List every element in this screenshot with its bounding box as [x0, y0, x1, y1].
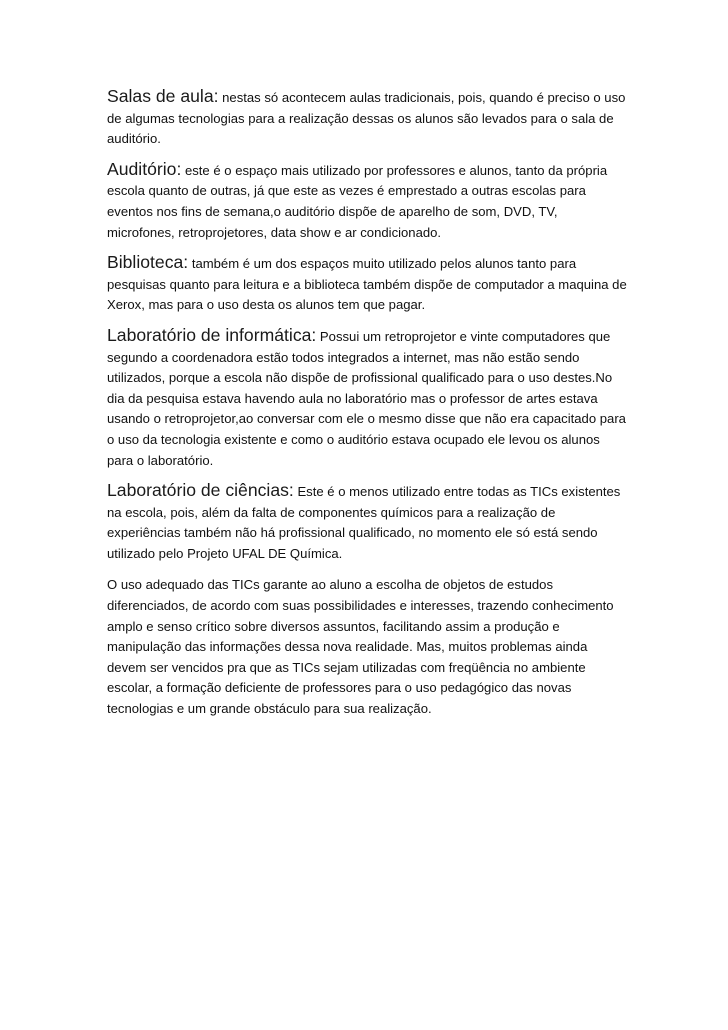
section-heading: Laboratório de informática:: [107, 324, 317, 345]
section-text: Este é o menos utilizado entre todas as TICs existentes na escola, pois, além da falta de componentes químicos para a realização de experiências também não há profissional qualificado, no momento ele só está sendo utilizado pelo Projeto UFAL DE Química.: [107, 484, 621, 561]
section-text: também é um dos espaços muito utilizado pelos alunos tanto para pesquisas quanto para leitura e a biblioteca também dispõe de computador a maquina de Xerox, mas para o uso desta os alunos tem que pagar.: [107, 256, 627, 313]
section-heading: Laboratório de ciências:: [107, 480, 294, 501]
section-laboratorio-ciencias: [107, 480, 628, 564]
section-heading: Salas de aula:: [107, 86, 219, 106]
section-auditorio: [107, 159, 628, 243]
section-text: este é o espaço mais utilizado por professores e alunos, tanto da própria escola quanto de outras, já que este as vezes é emprestado a outras escolas para eventos nos fins de semana,o auditório dispõe de aparelho de som, DVD, TV, microfones, retroprojetores, data show e ar condicionado.: [107, 162, 608, 240]
section-biblioteca: [107, 252, 628, 316]
section-laboratorio-informatica: [107, 325, 628, 471]
section-salas-de-aula: [107, 86, 628, 150]
section-heading: Biblioteca:: [107, 252, 189, 273]
section-text: nestas só acontecem aulas tradicionais, pois, quando é preciso o uso de algumas tecnologias para a realização dessas os alunos são levados para o sala de auditório.: [107, 90, 626, 147]
conclusion-paragraph: O uso adequado das TICs garante ao aluno a escolha de objetos de estudos diferenciados, de acordo com suas possibilidades e interesses, trazendo conhecimento amplo e senso crítico sobre diversos assuntos, facilitando assim a produção e manipulação das informações dessa nova realidade. Mas, muitos problemas ainda devem ser vencidos pra que as TICs sejam utilizadas com freqüência no ambiente escolar, a formação deficiente de professores para o uso pedagógico das novas tecnologias e um grande obstáculo para sua realização.: [107, 577, 614, 717]
section-heading: Auditório:: [107, 158, 182, 179]
section-text: Possui um retroprojetor e vinte computadores que segundo a coordenadora estão todos integrados a internet, mas não estão sendo utilizados, porque a escola não dispõe de profissional qualificado para o uso destes.No dia da pesquisa estava havendo aula no laboratório mas o professor de artes estava usando o retroprojetor,ao conversar com ele o mesmo disse que não era capacitado para o uso da tecnologia existente e como o auditório estava ocupado ele levou os alunos para o laboratório.: [107, 328, 626, 468]
